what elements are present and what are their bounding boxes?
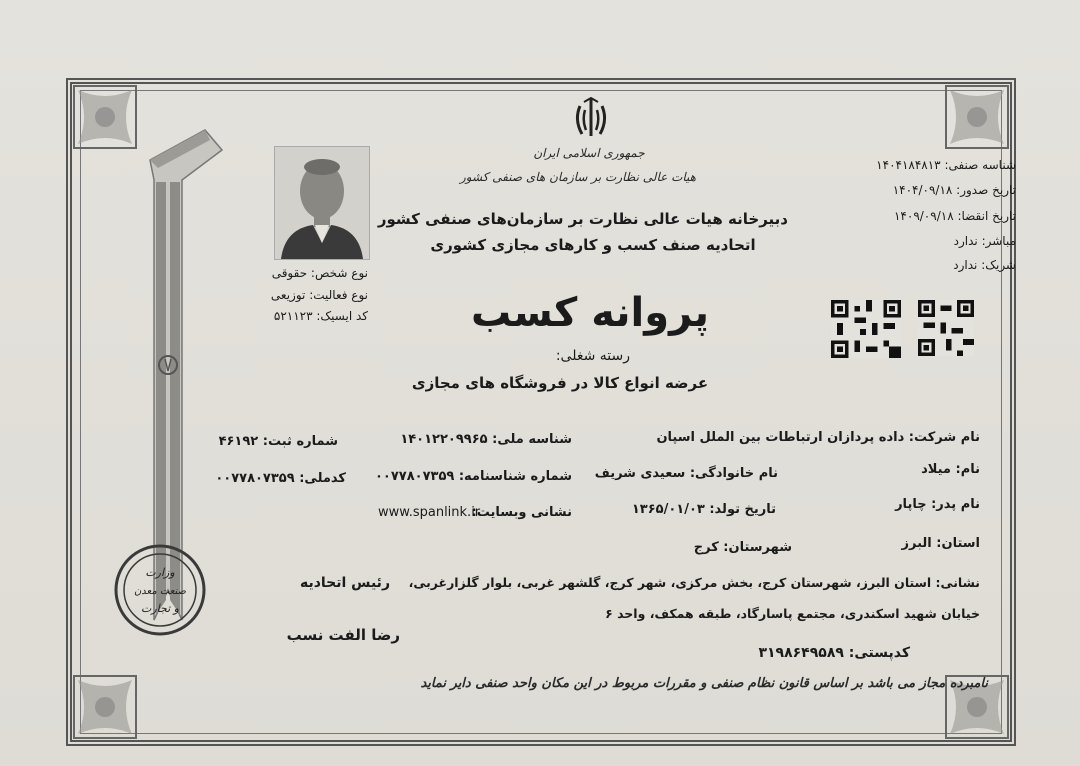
father-name: نام پدر: چاپار xyxy=(895,497,980,512)
province: استان: البرز xyxy=(901,536,980,551)
legal-footer-note: نامبرده مجاز می باشد بر اساس قانون نظام صنفی و مقررات مربوط در این مکان واحد صنفی دایر نماید xyxy=(420,676,988,691)
category-label: رسته شغلی: xyxy=(555,348,630,364)
address-line-2: خیابان شهید اسکندری، مجتمع پاسارگاد، طبقه همکف، واحد ۶ xyxy=(605,606,980,621)
company-name: نام شرکت: داده پردازان ارتباطات بین الملل اسپان xyxy=(656,430,980,445)
seal-line-3: و تجارت xyxy=(141,602,179,615)
union-president-role: رئیس اتحادیه xyxy=(299,575,390,591)
ministry-seal xyxy=(112,542,208,638)
corner-ornament-bottom-left xyxy=(70,672,140,742)
website-label: نشانی وبسایت: xyxy=(471,505,572,520)
partner: شریک: ندارد xyxy=(953,258,1016,272)
union-president-name: رضا الفت نسب xyxy=(286,626,400,644)
activity-type: نوع فعالیت: توزیعی xyxy=(270,288,368,302)
union-heading: اتحادیه صنف کسب و کارهای مجازی کشوری xyxy=(430,236,756,254)
secretariat-heading: دبیرخانه هیات عالی نظارت بر سازمان‌های صنفی کشور xyxy=(377,210,788,228)
portrait-photo xyxy=(274,146,370,260)
postal-code: کدپستی: ۳۱۹۸۶۴۹۵۸۹ xyxy=(758,645,910,661)
guild-id: شناسه صنفی: ۱۴۰۴۱۸۴۸۱۳ xyxy=(876,158,1016,172)
category-value: عرضه انواع کالا در فروشگاه های مجازی xyxy=(411,374,709,392)
national-code: کدملی: ۰۰۷۷۸۰۷۳۵۹ xyxy=(215,471,346,486)
person-type: نوع شخص: حقوقی xyxy=(271,266,368,280)
issue-date: تاریخ صدور: ۱۴۰۴/۰۹/۱۸ xyxy=(892,183,1016,197)
first-name: نام: میلاد xyxy=(921,462,980,477)
license-title: پروانه کسب xyxy=(471,290,709,336)
registration-number: شماره ثبت: ۴۶۱۹۲ xyxy=(218,434,338,449)
republic-calligraphy: جمهوری اسلامی ایران xyxy=(533,146,645,160)
national-id: شناسه ملی: ۱۴۰۱۲۲۰۹۹۶۵ xyxy=(400,432,572,447)
isic-code: کد ایسیک: ۵۲۱۱۲۳ xyxy=(273,309,368,323)
manager: مباشر: ندارد xyxy=(953,234,1016,248)
address-line-1: نشانی: استان البرز، شهرستان کرج، بخش مرکزی، شهر کرج، گلشهر غربی، بلوار گلزارغربی، xyxy=(408,575,980,590)
seal-line-1: وزارت xyxy=(145,566,175,579)
iran-emblem-icon xyxy=(572,96,610,140)
qr-code-icon xyxy=(918,300,974,356)
city: شهرستان: کرج xyxy=(693,540,792,555)
website-link[interactable]: www.spanlink.ir xyxy=(378,505,481,520)
birth-date: تاریخ تولد: ۱۳۶۵/۰۱/۰۳ xyxy=(631,502,776,517)
corner-ornament-top-right xyxy=(942,82,1012,152)
expiry-date: تاریخ انقضا: ۱۴۰۹/۰۹/۱۸ xyxy=(893,209,1016,223)
council-calligraphy: هیات عالی نظارت بر سازمان های صنفی کشور xyxy=(459,170,696,184)
seal-line-2: صنعت معدن xyxy=(133,586,187,597)
last-name: نام خانوادگی: سعیدی شریف xyxy=(594,466,778,481)
id-number: شماره شناسنامه: ۰۰۷۷۸۰۷۳۵۹ xyxy=(374,469,572,484)
qr-code-icon xyxy=(830,300,902,358)
